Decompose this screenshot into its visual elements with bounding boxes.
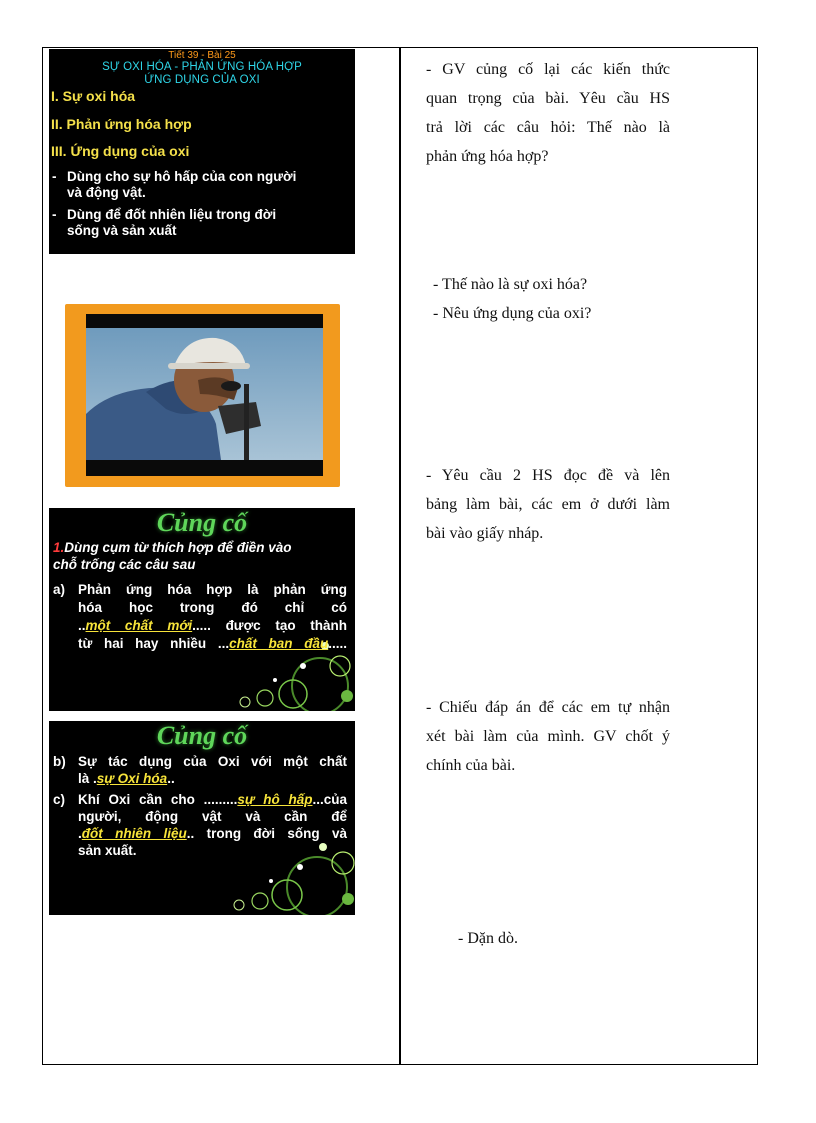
teacher-questions — [433, 270, 677, 328]
slide-review-1 — [49, 508, 355, 711]
item-label: b) — [53, 754, 66, 769]
item-line: .đốt nhiên liệu.. trong đời sống và — [78, 826, 347, 841]
text-line: - Yêu cầu 2 HS đọc đề và lên — [426, 467, 670, 484]
question-text: chỗ trống các câu sau — [53, 557, 196, 572]
text-line: bài vào giấy nháp. — [426, 525, 544, 542]
text-line: xét bài làm của mình. GV chốt ý — [426, 728, 670, 745]
bullet-text: Dùng cho sự hô hấp của con người — [67, 169, 297, 184]
heading-oxidation: I. Sự oxi hóa — [51, 88, 136, 104]
item-line: là .sự Oxi hóa.. — [78, 771, 175, 786]
slide-review-2 — [49, 721, 355, 915]
homework-note — [458, 924, 702, 953]
item-line: từ hai hay nhiều ...chất ban đầu..... — [78, 636, 347, 651]
item-line: Sự tác dụng của Oxi với một chất — [78, 754, 347, 769]
item-line: ..một chất mới..... được tạo thành — [78, 618, 347, 633]
teacher-exercise-instruction — [426, 461, 670, 548]
text-line: bảng làm bài, các em ở dưới làm — [426, 496, 670, 513]
bullet-dash: - — [52, 169, 57, 184]
heading-oxygen-uses: III. Ứng dụng của oxi — [51, 143, 190, 159]
text-line: - Thế nào là sự oxi hóa? — [433, 276, 588, 293]
question-number: 1. — [53, 540, 65, 555]
teacher-answer-review — [426, 693, 670, 780]
review-title: Củng cố — [156, 721, 248, 750]
answer-fill: một chất mới — [85, 618, 193, 633]
answer-fill: chất ban đầu — [229, 636, 329, 651]
teacher-activity-review — [426, 55, 670, 171]
exercise-question — [53, 539, 351, 573]
slide-summary — [49, 49, 355, 254]
text-line: trả lời các câu hỏi: Thế nào là — [426, 119, 670, 136]
bullet-fuel — [49, 207, 355, 239]
video-frame[interactable] — [86, 314, 323, 476]
lesson-title-line2: ỨNG DỤNG CỦA OXI — [144, 74, 260, 86]
exercise-item-c — [53, 791, 347, 859]
bullet-respiration — [49, 169, 355, 201]
answer-fill: sự Oxi hóa — [96, 771, 168, 786]
exercise-item-a — [53, 581, 347, 653]
heading-combination-reaction: II. Phản ứng hóa hợp — [51, 116, 192, 132]
item-line: Phản ứng hóa hợp là phản ứng — [78, 582, 347, 597]
text-line: - GV củng cố lại các kiến thức — [426, 61, 670, 78]
exercise-item-b — [53, 753, 347, 787]
answer-fill: sự hô hấp — [237, 792, 313, 807]
question-text: Dùng cụm từ thích hợp để điền vào — [64, 540, 292, 555]
bullet-text: và động vật. — [67, 185, 146, 200]
text-line: - Chiếu đáp án để các em tự nhận — [426, 699, 670, 716]
item-line: người, động vật và cần để — [78, 809, 347, 824]
bullet-text: Dùng để đốt nhiên liệu trong đời — [67, 207, 277, 222]
item-label: c) — [53, 792, 66, 807]
text-line: - Dặn dò. — [458, 930, 518, 947]
video-still-image — [86, 314, 323, 476]
text-line: phản ứng hóa hợp? — [426, 148, 549, 165]
text-line: quan trọng của bài. Yêu cầu HS — [426, 90, 670, 107]
column-divider — [399, 47, 401, 1065]
bullet-dash: - — [52, 207, 57, 222]
slide-video — [65, 304, 340, 487]
item-line: hóa học trong đó chỉ có — [78, 600, 347, 615]
item-line: Khí Oxi cần cho .........sự hô hấp...của — [78, 792, 347, 807]
text-line: chính của bài. — [426, 757, 516, 774]
bullet-text: sống và sản xuất — [67, 223, 177, 238]
text-line: - Nêu ứng dụng của oxi? — [433, 305, 592, 322]
review-title: Củng cố — [156, 508, 248, 537]
lesson-number: Tiết 39 - Bài 25 — [168, 50, 236, 61]
answer-fill: đốt nhiên liệu — [81, 826, 187, 841]
item-line: sản xuất. — [78, 843, 137, 858]
item-label: a) — [53, 582, 66, 597]
lesson-title-line1: SỰ OXI HÓA - PHẢN ỨNG HÓA HỢP — [102, 61, 302, 73]
